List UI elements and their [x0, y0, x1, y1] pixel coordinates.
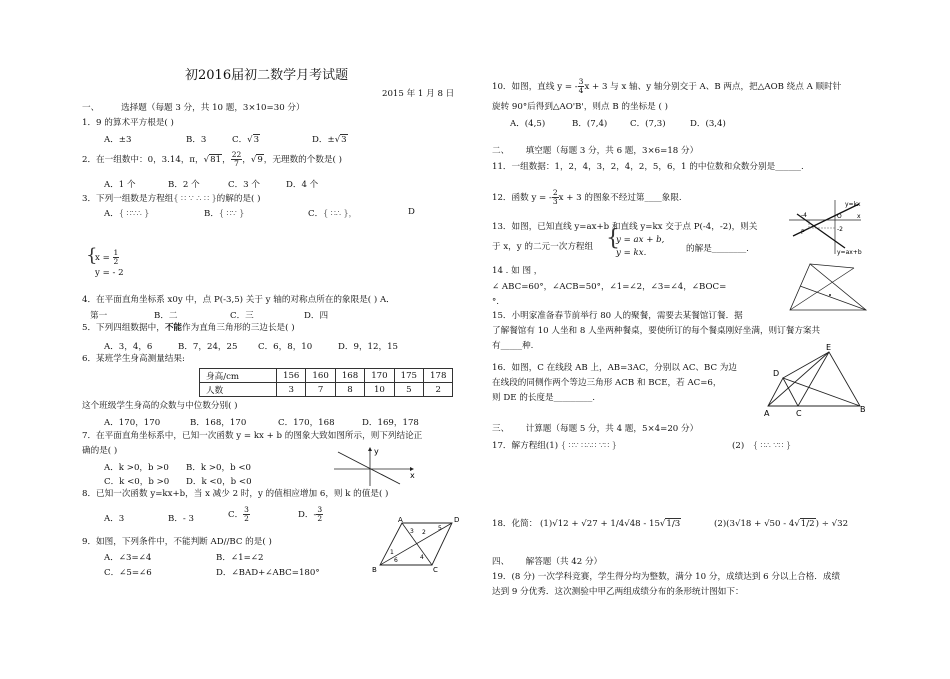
q9-option-d: D．∠BAD+∠ABC=180°: [216, 568, 320, 578]
q10-stem: 10．如图，直线 y = - $\frac{3}{4}$ x + 3 与 x 轴、y 轴分别交于 A、B 两点，把△AOB 绕点 A 顺时针: [492, 77, 842, 95]
vertex-b-label: B: [372, 566, 377, 574]
q1-stem: 1．9 的算术平方根是( ): [82, 118, 174, 128]
q4-option-c: C．三: [230, 311, 254, 321]
table-header-cell: 人数: [200, 383, 277, 397]
q6-option-a: A．170，170: [104, 418, 161, 428]
q8-option-b: B．- 3: [168, 514, 195, 524]
q2-option-d: D．4 个: [286, 180, 319, 190]
section-number: 一、: [82, 103, 100, 113]
q7-graph-figure: [334, 446, 416, 488]
q4-option-d: D．四: [304, 311, 329, 321]
line-ax-b-label: y=ax+b: [837, 249, 862, 256]
tick-neg2-label: -2: [837, 226, 843, 233]
table-row: [200, 383, 453, 397]
q4-option-b: B．二: [154, 311, 178, 321]
table-cell: 156: [277, 369, 306, 383]
q8-option-d: D．- $\frac{3}{2}$: [298, 505, 323, 523]
triangle-abc: [790, 264, 866, 310]
q2-option-a: A．1 个: [104, 180, 136, 190]
q8-option-a: A．3: [104, 514, 125, 524]
q9-option-c: C．∠5=∠6: [104, 568, 152, 578]
q7-stem: 7．在平面直角坐标系中，已知一次函数 y = kx + b 的图象大致如图所示，则下列结论正: [82, 431, 423, 441]
y-axis-label: y: [374, 447, 379, 456]
q13-stem: 13．如图，已知直线 y=ax+b 和直线 y=kx 交于点 P(-4，-2)，则关: [492, 222, 758, 232]
table-cell: 2: [424, 383, 453, 397]
q14-stem: 14 . 如 图 ，: [492, 266, 543, 276]
q19-stem: 19．(8 分) 一次学科竞赛，学生得分均为整数，满分 10 分，成绩达到 6 分以上合格．成绩: [492, 572, 841, 582]
q3-option-b: B．{ ∷∵ }: [204, 209, 245, 219]
q1-option-d: D．±√3: [312, 135, 347, 145]
q10-option-a: A．(4,5): [510, 119, 546, 129]
q7-option-a: A．k >0，b >0: [104, 463, 169, 473]
q5-stem: 5．下列四组数据中，不能作为直角三角形的三边长是( ): [82, 323, 295, 333]
segment-top: [810, 264, 854, 268]
q2-stem: 2．在一组数中：0，3.14，π，√81， $\frac{22}{7}$ ，√9，无理数的个数是( ): [82, 150, 342, 168]
q16-stem: 16．如图，C 在线段 AB 上，AB=3AC，分别以 AC、BC 为边: [492, 363, 737, 373]
equation-system-2: { ∷∴ ∵∷ }: [752, 441, 792, 450]
table-cell: 178: [424, 369, 453, 383]
bisector-c: [800, 286, 866, 310]
point-c-label: C: [796, 409, 802, 418]
height-table: [199, 368, 453, 397]
q4-stem: 4．在平面直角坐标系 x0y 中，点 P(-3,5) 关于 y 轴的对称点所在的象限是( ) A．: [82, 295, 395, 305]
q19-stem2: 达到 9 分优秀．这次测验中甲乙两组成绩分布的条形统计图如下：: [492, 587, 744, 597]
q14-stem3: °.: [492, 297, 500, 307]
q18-part2: (2)(3√18 + √50 - 4√1/2) ÷ √32: [714, 519, 849, 529]
q10-stem2: 旋转 90°后得到△AO'B'，则点 B 的坐标是 ( ): [492, 102, 668, 112]
point-a-label: A: [764, 409, 770, 418]
tick-neg4-label: -4: [801, 212, 807, 219]
q13-stem2-end: 的解是________.: [686, 244, 749, 254]
angle-2-label: 2: [422, 529, 426, 536]
table-cell: 160: [306, 369, 335, 383]
diagonal-ac: [402, 523, 432, 565]
q17-stem: 17．解方程组(1) { ∷∵ ∷∴∷ ∵∷ }: [492, 441, 617, 451]
q9-stem: 9．如图，下列条件中，不能判断 AD//BC 的是( ): [82, 537, 272, 547]
point-e-label: E: [826, 343, 832, 352]
q11-stem: 11．一组数据：1，2，4，3，2，4，2，5，6，1 的中位数和众数分别是______.: [492, 162, 804, 172]
q9-option-b: B．∠1=∠2: [216, 553, 264, 563]
table-cell: 10: [365, 383, 394, 397]
q6-stem2: 这个班级学生身高的众数与中位数分别( ): [82, 401, 238, 411]
q8-stem: 8．已知一次函数 y=kx+b，当 x 减少 2 时，y 的值相应增加 6，则 k 的值是( ): [82, 489, 389, 499]
angle-1-label: 1: [390, 549, 394, 556]
q8-option-c: C． $\frac{3}{2}$: [228, 505, 249, 523]
q13-stem2: 于 x，y 的二元一次方程组: [492, 242, 594, 252]
q3-option-c: C．{ ∷∴ }，: [308, 209, 357, 219]
q17-part2: (2) { ∷∴ ∵∷ }: [732, 441, 792, 451]
q13-graph-figure: [787, 198, 867, 256]
q10-option-d: D．(3,4): [690, 119, 726, 129]
q1-option-a: A．±3: [104, 135, 132, 145]
angle-5-label: 5: [438, 525, 442, 532]
point-b-label: B: [860, 405, 866, 414]
q5-option-b: B．7，24，25: [178, 342, 238, 352]
q2-option-b: B．2 个: [168, 180, 200, 190]
q5-option-c: C．6，8，10: [258, 342, 313, 352]
point-p-label: P: [801, 229, 805, 236]
q7-option-b: B．k >0，b <0: [186, 463, 252, 473]
table-cell: 170: [365, 369, 394, 383]
q6-option-c: C．170，168: [278, 418, 335, 428]
q12-stem: 12．函数 y = - $\frac{2}{3}$ x + 3 的图象不经过第____象限.: [492, 188, 682, 206]
line-kx-label: y=kx: [845, 201, 861, 208]
q3-option-d: D: [408, 207, 415, 217]
segment-de: [783, 352, 829, 378]
q3-stem: 3．下列一组数是方程组{ ∷ ∵ ∴ ∷ }的解的是( ): [82, 194, 261, 204]
q6-option-d: D．169，178: [362, 418, 419, 428]
table-row: [200, 369, 453, 383]
page-title: 初2016届初二数学月考试题: [185, 68, 349, 83]
table-header-cell: 身高/cm: [200, 369, 277, 383]
vertex-a-label: A: [398, 516, 403, 524]
point-o: [829, 294, 831, 296]
angle-3-label: 3: [410, 528, 414, 535]
q6-option-b: B．168，170: [190, 418, 247, 428]
section4-heading: 四、 解答题（共 42 分）: [492, 557, 603, 567]
q9-parallelogram-figure: [372, 514, 462, 574]
angle-4-label: 4: [420, 554, 424, 561]
q1-option-b: B．3: [186, 135, 207, 145]
q15-stem3: 有_____种.: [492, 341, 534, 351]
q5-option-d: D．9，12，15: [338, 342, 399, 352]
vertex-c-label: C: [433, 566, 438, 574]
q18-stem: 18．化简： (1)√12 + √27 + 1/4√48 - 15√1/3: [492, 519, 681, 529]
table-cell: 7: [306, 383, 335, 397]
vertex-d-label: D: [454, 516, 460, 524]
q16-triangles-figure: [760, 342, 870, 418]
y-axis-arrow: [368, 447, 372, 451]
q7-option-c: C．k <0，b >0: [104, 477, 170, 487]
origin-label: O: [837, 213, 842, 220]
q15-stem2: 了解餐馆有 10 人坐和 8 人坐两种餐桌，要使所订的每个餐桌刚好坐满，则订餐方案共: [492, 326, 821, 336]
table-cell: 175: [394, 369, 423, 383]
triangle-bce: [798, 352, 860, 406]
point-d-label: D: [773, 369, 780, 378]
q14-stem2: ∠ ABC=60°，∠ACB=50°，∠1=∠2，∠3=∠4，∠BOC=: [492, 282, 727, 292]
q9-option-a: A．∠3=∠4: [104, 553, 152, 563]
q4-option-a: 第一: [90, 311, 108, 321]
section-title: 选择题（每题 3 分，共 10 题，3×10=30 分）: [121, 103, 305, 113]
q10-option-b: B．(7,4): [572, 119, 608, 129]
q16-stem3: 则 DE 的长度是_________.: [492, 393, 595, 403]
q6-stem: 6．某班学生身高测量结果:: [82, 354, 185, 364]
table-cell: 8: [335, 383, 364, 397]
q16-stem2: 在线段的同侧作两个等边三角形 ACB 和 BCE，若 AC=6，: [492, 378, 722, 388]
section3-heading: 三、 计算题（每题 5 分，共 4 题，5×4=20 分）: [492, 424, 699, 434]
table-cell: 168: [335, 369, 364, 383]
table-cell: 3: [277, 383, 306, 397]
x-axis-label: x: [410, 471, 415, 480]
q7-stem2: 确的是( ): [82, 446, 118, 456]
q15-stem: 15．小明家准备春节前举行 80 人的聚餐，需要去某餐馆订餐．据: [492, 311, 743, 321]
q10-option-c: C．(7,3): [630, 119, 666, 129]
section1-heading: [82, 103, 305, 114]
equation-system-brace: { ∷ ∵ ∴ ∷ }: [173, 194, 217, 203]
q14-triangle-figure: [786, 258, 870, 314]
equation-system-1: { ∷∵ ∷∴∷ ∵∷ }: [560, 441, 617, 450]
q3-option-a: A．{ ∷∵∴ }: [104, 209, 150, 219]
fraction: $\frac{22}{7}$: [231, 150, 242, 168]
function-line: [338, 452, 400, 484]
section2-heading: 二、 填空题（每题 3 分，共 6 题，3×6=18 分）: [492, 146, 699, 156]
q7-option-d: D．k <0，b <0: [186, 477, 252, 487]
q5-option-a: A．3，4，6: [104, 342, 153, 352]
exam-date: 2015 年 1 月 8 日: [382, 89, 455, 99]
table-cell: 5: [394, 383, 423, 397]
q1-option-c: C．√3: [232, 135, 260, 145]
angle-6-label: 6: [394, 557, 398, 564]
segment-ae: [768, 352, 829, 406]
q2-option-c: C．3 个: [228, 180, 260, 190]
x-axis-label: x: [857, 213, 861, 220]
